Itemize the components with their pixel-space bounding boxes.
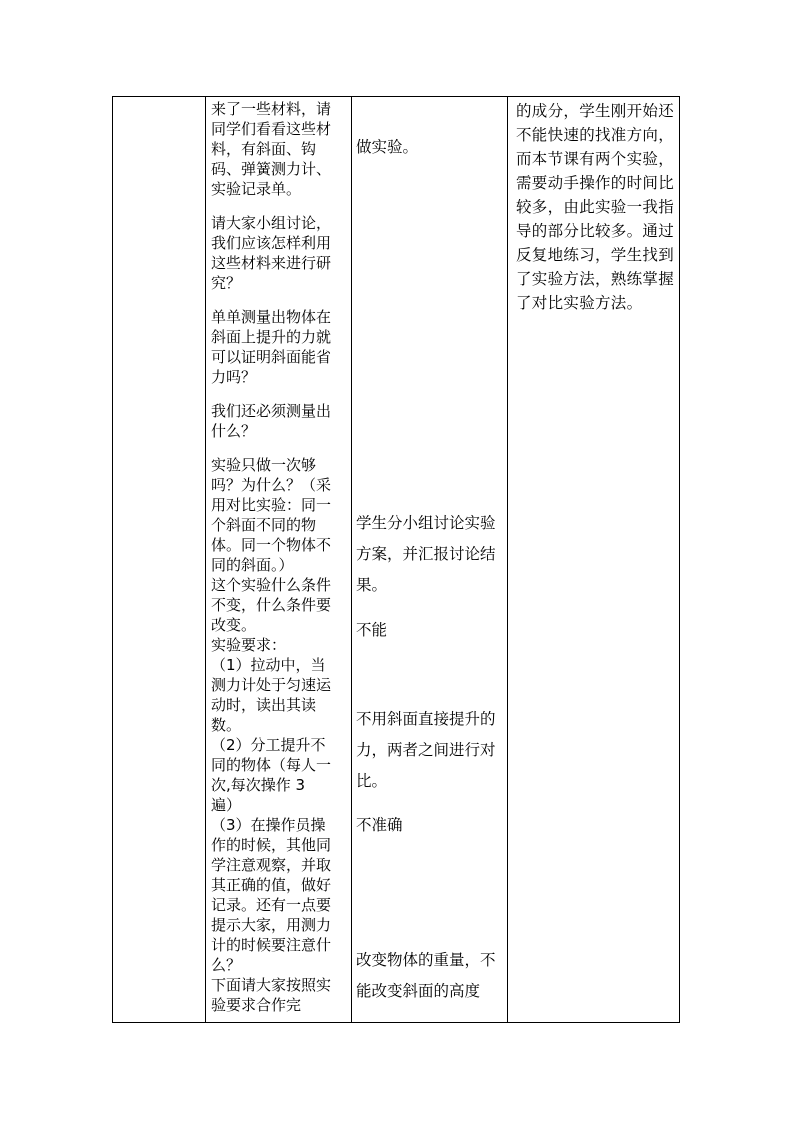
- design-notes-column: [508, 97, 680, 1022]
- student-paragraph: 不能: [356, 621, 388, 639]
- student-paragraph: 做实验。: [356, 138, 419, 156]
- student-paragraph: 学生分小组讨论实验方案，并汇报讨论结果。: [356, 514, 496, 594]
- teacher-paragraph: 实验只做一次够吗？为什么？（采用对比实验：同一个斜面不同的物体。同一个物体不同的斜面。） 这个实验什么条件不变，什么条件要改变。 实验要求： （1）拉动中，当测力计处于匀速运动时，读出其读数。 （2）分工提升不同的物体（每人一次,每次操作 3 遍） （3）在操作员操作的时候，其他同学注意观察，并取其正确的值，做好记录。还有一点要提示大家，用测力计的时候要注意什么？ 下面请大家按照实验要求合作完: [211, 456, 332, 1014]
- lesson-table: [112, 96, 680, 1023]
- teacher-paragraph: 来了一些材料，请同学们看看这些材料，有斜面、钩码、弹簧测力计、实验记录单。: [211, 100, 332, 198]
- teacher-paragraph: 请大家小组讨论，我们应该怎样利用这些材料来进行研究？: [211, 214, 332, 292]
- notes-paragraph: 的成分，学生刚开始还不能快速的找准方向，而本节课有两个实验，需要动手操作的时间比较多，由此实验一我指导的部分比较多。通过反复地练习，学生找到了实验方法，熟练掌握了对比实验方法。: [516, 102, 675, 312]
- student-activity-column: [352, 97, 506, 1022]
- stage-column: [113, 97, 205, 1022]
- student-paragraph: 不准确: [356, 816, 403, 834]
- student-paragraph: 不用斜面直接提升的力，两者之间进行对比。: [356, 710, 496, 790]
- student-paragraph: 改变物体的重量，不能改变斜面的高度: [356, 951, 496, 1000]
- teacher-paragraph: 我们还必须测量出什么？: [211, 402, 332, 440]
- teacher-paragraph: 单单测量出物体在斜面上提升的力就可以证明斜面能省力吗？: [211, 308, 332, 386]
- teacher-activity-column: [206, 97, 342, 1022]
